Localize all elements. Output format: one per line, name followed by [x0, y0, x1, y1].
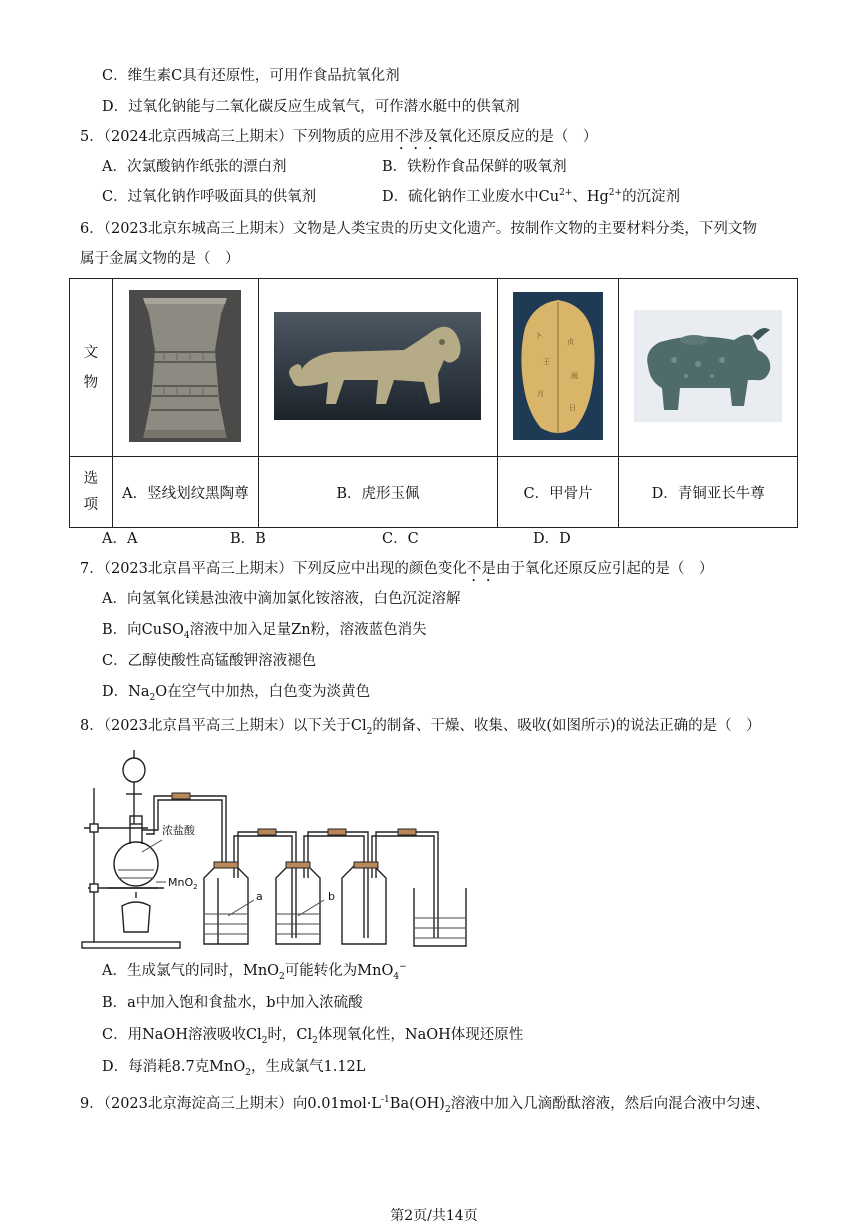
artifact-image-c [497, 279, 619, 457]
svg-text:日: 日 [569, 403, 577, 412]
q8-option-a [102, 961, 407, 981]
q5-d-pre: D．硫化钠作工业废水中Cu [382, 189, 560, 205]
artifact-image-b [259, 279, 498, 457]
q8-stem-sub: 2 [366, 726, 373, 737]
q7-d-post: O在空气中加热，白色变为淡黄色 [155, 684, 371, 700]
q7-stem-emphasis: 不是 [466, 561, 496, 577]
q7-option-b [102, 620, 427, 640]
q7-b-sub: 4 [183, 630, 190, 641]
q5-d-mid: 、Hg [572, 189, 609, 205]
artifact-label-c: C．甲骨片 [497, 457, 619, 528]
q7-b-post: 溶液中加入足量Zn粉，溶液蓝色消失 [189, 622, 427, 638]
row-label-char3: 选 [83, 471, 99, 487]
q8-option-d [102, 1057, 365, 1077]
q6-stem-line2: 属于金属文物的是（ ） [80, 251, 240, 267]
q9-mid: Ba(OH) [389, 1096, 445, 1112]
figure-label-mno2-sub: 2 [193, 883, 198, 891]
q5-stem-pre: 5．（2024北京西城高三上期末）下列物质的应用 [80, 129, 395, 145]
figure-label-b: b [328, 890, 335, 903]
figure-label-mno2 [168, 876, 198, 891]
q8-c-post: 体现氧化性，NaOH体现还原性 [317, 1027, 524, 1043]
q7-option-c: C．乙醇使酸性高锰酸钾溶液褪色 [102, 653, 317, 669]
q5-stem-emphasis: 不涉及 [394, 129, 438, 145]
q8-option-b: B．a中加入饱和食盐水，b中加入浓硫酸 [102, 995, 363, 1011]
q5-stem [80, 127, 597, 153]
svg-text:月: 月 [537, 389, 545, 398]
q8-stem-pre: 8．（2023北京昌平高三上期末）以下关于Cl [80, 718, 367, 734]
q7-option-a: A．向氢氧化镁悬浊液中滴加氯化铵溶液，白色沉淀溶解 [102, 591, 461, 607]
bronze-ox-zun-image [634, 310, 782, 422]
q5-option-b: B．铁粉作食品保鲜的吸氧剂 [382, 159, 567, 175]
q8-a-mid: 可能转化为MnO [284, 963, 394, 979]
q8-c-sub2: 2 [312, 1035, 318, 1046]
q8-c-pre: C．用NaOH溶液吸收Cl [102, 1027, 262, 1043]
q5-option-c: C．过氧化钠作呼吸面具的供氧剂 [102, 189, 317, 205]
row-label-option [70, 457, 113, 528]
q4-option-d: D．过氧化钠能与二氧化碳反应生成氧气，可作潜水艇中的供氧剂 [102, 99, 520, 115]
q6-answer-d: D．D [533, 531, 571, 547]
q8-c-mid: 时，Cl [267, 1027, 313, 1043]
q9-sup: -1 [381, 1095, 390, 1106]
artifact-label-b: B．虎形玉佩 [259, 457, 498, 528]
q8-stem-post: 的制备、干燥、收集、吸收(如图所示)的说法正确的是（ ） [372, 718, 761, 734]
page-footer: 第2页/共14页 [390, 1208, 478, 1224]
q7-option-d [102, 682, 370, 702]
black-pottery-zun-image [129, 290, 241, 442]
q7-stem-post: 由于氧化还原反应引起的是（ ） [495, 561, 714, 577]
figure-label-acid: 浓盐酸 [162, 824, 195, 837]
q6-answer-b: B．B [230, 531, 266, 547]
q8-d-pre: D．每消耗8.7克MnO [102, 1059, 246, 1075]
chlorine-apparatus-figure [78, 748, 470, 952]
q8-stem [80, 716, 761, 736]
q6-answer-c: C．C [382, 531, 419, 547]
q5-option-d [382, 187, 680, 207]
q8-a-sub: 2 [279, 971, 285, 982]
svg-text:卜: 卜 [535, 331, 543, 340]
q8-a-sub2: 4 [393, 971, 400, 982]
q5-d-post: 的沉淀剂 [622, 189, 681, 205]
artifact-table [69, 278, 798, 528]
artifact-image-d [619, 279, 798, 457]
row-label-char1: 文 [83, 344, 99, 361]
artifact-label-a: A．竖线划纹黑陶尊 [112, 457, 259, 528]
svg-text:王: 王 [543, 357, 551, 366]
q9-post: 溶液中加入几滴酚酞溶液，然后向混合液中匀速、 [450, 1096, 770, 1112]
artifact-label-d: D．青铜亚长牛尊 [619, 457, 798, 528]
artifact-image-a [112, 279, 259, 457]
q9-pre: 9．（2023北京海淀高三上期末）向0.01mol·L [80, 1096, 382, 1112]
oracle-bone-image [513, 292, 603, 440]
figure-label-mno2-main: MnO [168, 876, 194, 889]
q7-stem [80, 559, 713, 585]
q6-answer-a: A．A [102, 531, 138, 547]
row-label-char4: 项 [83, 497, 99, 513]
q8-a-pre: A．生成氯气的同时，MnO [102, 963, 280, 979]
q8-a-sup2: − [399, 962, 407, 973]
row-label-artifact [70, 279, 113, 457]
q9-stem [80, 1094, 770, 1114]
tiger-jade-pendant-image [274, 312, 481, 420]
q6-stem-line1: 6．（2023北京东城高三上期末）文物是人类宝贵的历史文化遗产。按制作文物的主要材料分类，下列文物 [80, 221, 757, 237]
svg-text:贞: 贞 [567, 337, 575, 346]
q7-d-pre: D．Na [102, 684, 150, 700]
q7-b-pre: B．向CuSO [102, 622, 184, 638]
svg-text:雨: 雨 [571, 371, 579, 380]
q8-d-sub: 2 [245, 1067, 251, 1078]
figure-label-a: a [256, 890, 263, 903]
q7-d-sub: 2 [149, 692, 156, 703]
row-label-char2: 物 [83, 374, 99, 391]
q8-d-post: ，生成氯气1.12L [251, 1059, 366, 1075]
q8-option-c [102, 1025, 523, 1045]
q7-stem-pre: 7．（2023北京昌平高三上期末）下列反应中出现的颜色变化 [80, 561, 467, 577]
q9-sub: 2 [444, 1104, 451, 1115]
q5-option-a: A．次氯酸钠作纸张的漂白剂 [102, 159, 287, 175]
q5-d-sup1: 2+ [559, 188, 573, 199]
q8-c-sub: 2 [261, 1035, 268, 1046]
q5-d-sup2: 2+ [608, 188, 623, 199]
q5-stem-post: 氧化还原反应的是（ ） [437, 129, 598, 145]
q4-option-c: C．维生素C具有还原性，可用作食品抗氧化剂 [102, 68, 400, 84]
